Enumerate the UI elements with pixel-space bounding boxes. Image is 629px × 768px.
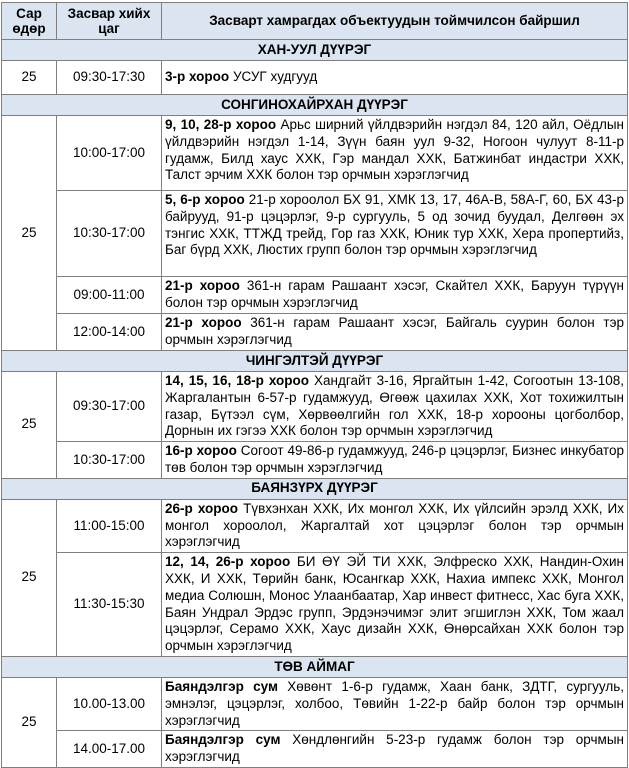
district-name: ТӨВ АЙМАГ: [2, 656, 628, 677]
area-label: 16-р хороо: [165, 443, 237, 459]
location-cell: [162, 553, 628, 657]
area-details: БИ ӨҮ ЭЙ ТИ ХХК, Элфреско ХХК, Нандин-Охин ХХК, И ХХК, Төрийн банк, Юсангкар ХХК, Нахиа импекс ХХК, Монгол медиа Солюшн, Монос Улаанбаатар, Хар инвест фитнесс, Хас буга ХХК, Баян Ундрал Эрдэс групп, Эрдэнэчимэг элит эгшиглэн ХХК, Том жаал цэцэрлэг, Серамо ХХК, Хаус дизайн ХХК, Өнөрсайхан ХХК болон тэр орчмын хэрэглэгчид: [165, 554, 624, 654]
time-cell: 14.00-17.00: [57, 731, 162, 768]
schedule-row: [2, 499, 628, 552]
header-time: Засвар хийх цаг: [57, 3, 162, 40]
location-cell: [162, 116, 628, 191]
area-label: 14, 15, 16, 18-р хороо: [165, 373, 310, 388]
area-details: УСУГ худгууд: [232, 69, 318, 85]
day-cell: 25: [2, 372, 57, 479]
day-cell: 25: [2, 116, 57, 351]
schedule-row: [2, 191, 628, 277]
time-cell: 09:30-17:00: [57, 372, 162, 442]
area-details: Арьс ширний үйлдвэрийн нэгдэл 84, 120 айл, Оёдлын үйлдвэрийн нэгдэл 1-14, Зүүн баян уул 9-32, Ногоон чулуут 8-11-р гудамж, Билд хаус ХХК, Гэр мандал ХХК, Батжинбат индастри ХХК, Талст эрчим ХХК болон тэр орчмын хэрэглэгчид: [165, 117, 624, 183]
time-cell: 10:30-17:00: [57, 442, 162, 479]
time-cell: 11:30-15:30: [57, 553, 162, 657]
location-cell: [162, 499, 628, 552]
area-label: 21-р хороо: [165, 278, 240, 293]
district-name: ХАН-УУЛ ДҮҮРЭГ: [2, 40, 628, 61]
district-name: СОНГИНОХАЙРХАН ДҮҮРЭГ: [2, 95, 628, 116]
area-details: 361-н гарам Рашаант хэсэг, Байгаль суурин болон тэр орчмын хэрэглэгчид: [165, 315, 624, 347]
district-header: [2, 478, 628, 499]
location-cell: [162, 314, 628, 351]
time-cell: 10.00-13.00: [57, 677, 162, 730]
area-details: 361-н гарам Рашаант хэсэг, Скайтел ХХК, Баруун түрүүн болон тэр орчмын хэрэглэгчид: [165, 278, 624, 310]
area-label: 9, 10, 28-р хороо: [165, 117, 277, 132]
district-header: [2, 95, 628, 116]
district-name: БАЯНЗҮРХ ДҮҮРЭГ: [2, 478, 628, 499]
time-cell: 10:30-17:00: [57, 191, 162, 277]
area-label: 26-р хороо: [165, 500, 238, 516]
location-cell: [162, 731, 628, 768]
district-header: [2, 351, 628, 372]
area-label: Баяндэлгэр сум: [165, 678, 278, 694]
area-details: Согоот 49-86-р гудамжууд, 246-р цэцэрлэг, Бизнес инкубатор төв болон тэр орчмын хэрэглэгчид: [165, 443, 624, 475]
location-cell: [162, 372, 628, 442]
day-cell: 25: [2, 677, 57, 767]
day-cell: 25: [2, 61, 57, 95]
header-location: Засварт хамрагдах объектуудын тоймчилсон байршил: [162, 3, 628, 40]
schedule-row: [2, 731, 628, 768]
day-cell: 25: [2, 499, 57, 656]
area-label: 12, 14, 26-р хороо: [165, 554, 291, 570]
schedule-row: [2, 277, 628, 314]
area-details: Хөндлөнгийн 5-23-р гудамж болон тэр орчмын хэрэглэгчид: [165, 732, 624, 765]
area-label: 21-р хороо: [165, 315, 242, 330]
area-label: Баяндэлгэр сум: [165, 732, 281, 748]
location-cell: [162, 191, 628, 277]
area-details: Хөвөнт 1-6-р гудамж, Хаан банк, ЗДТГ, сургууль, эмнэлэг, цэцэрлэг, холбоо, Төвийн 1-22-р байр болон тэр орчмын хэрэглэгчид: [165, 678, 624, 728]
schedule-row: [2, 553, 628, 657]
area-details: Хандгайт 3-16, Яргайтын 1-42, Согоотын 13-108, Жаргалантын 6-57-р гудамжууд, Өгөөж цахилах ХХК, Хот тохижилтын газар, Бүтээл сүм, Хөрвөөлгийн гол ХХК, 18-р хорооны цогболбор, Дорнын их гэгээ ХХК болон тэр орчмын хэрэглэгчид: [165, 373, 624, 439]
location-cell: [162, 442, 628, 479]
area-label: 5, 6-р хороо: [165, 192, 245, 207]
header-day: Сар өдөр: [2, 3, 57, 40]
schedule-row: [2, 442, 628, 479]
schedule-row: [2, 61, 628, 95]
area-details: Түвхэнхан ХХК, Их монгол ХХК, Их үйлсийн эрэлд ХХК, Их монгол хороолол, Жаргалтай хот цэцэрлэг болон тэр орчмын хэрэглэгчид: [165, 500, 624, 550]
location-cell: [162, 61, 628, 95]
maintenance-schedule-table: [1, 2, 628, 768]
schedule-row: [2, 372, 628, 442]
schedule-row: [2, 314, 628, 351]
location-cell: [162, 277, 628, 314]
area-label: 3-р хороо: [165, 69, 230, 85]
district-header: [2, 40, 628, 61]
location-cell: [162, 677, 628, 730]
time-cell: 10:00-17:00: [57, 116, 162, 191]
schedule-row: [2, 116, 628, 191]
time-cell: 09:30-17:30: [57, 61, 162, 95]
area-details: 21-р хороолол БХ 91, ХМК 13, 17, 46А-В, 58А-Г, 60, БХ 43-р байрууд, 91-р цэцэрлэг, 9-р сургууль, 5 од зочид буудал, Делгөөн эх тэнгис ХХК, ТТЖД трейд, Гор газ ХХК, Юник тур ХХК, Хера пропертийз, Баг бүрд ХХК, Люстих групп болон тэр орчмын хэрэглэгчид: [165, 192, 624, 258]
header-row: [2, 3, 628, 40]
schedule-row: [2, 677, 628, 730]
district-header: [2, 656, 628, 677]
time-cell: 11:00-15:00: [57, 499, 162, 552]
district-name: ЧИНГЭЛТЭЙ ДҮҮРЭГ: [2, 351, 628, 372]
time-cell: 12:00-14:00: [57, 314, 162, 351]
time-cell: 09:00-11:00: [57, 277, 162, 314]
